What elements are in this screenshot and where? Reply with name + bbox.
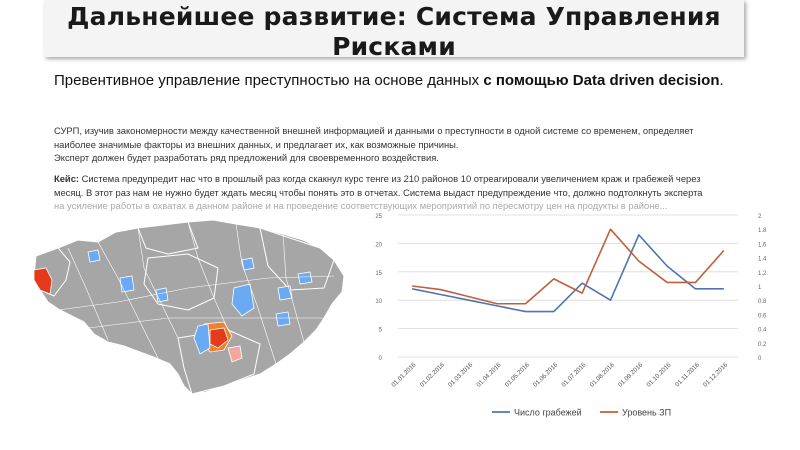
- line-chart: [360, 205, 780, 450]
- x-tick-label: 01.12.2016: [702, 361, 730, 389]
- y-left-tick-label: 20: [375, 242, 382, 249]
- legend-label: Уровень ЗП: [622, 407, 672, 418]
- legend-label: Число грабежей: [514, 407, 582, 418]
- map-region-blue-4: [156, 288, 168, 302]
- case-line-2: месяц. В этот раз нам не нужно будет ждать месяц чтобы понять это в отчетах. Система выдаст предупреждение что, должно подтолкнуть эксперта: [54, 186, 703, 198]
- y-right-tick-label: 0.2: [758, 341, 767, 348]
- body-line-1: СУРП, изучив закономерности между качественной внешней информацией и данными о преступности в одной системе со временем, определяет: [54, 125, 694, 136]
- map-region-blue-7: [88, 250, 100, 262]
- x-tick-label: 01.04.2016: [475, 361, 503, 389]
- page-title: [44, 2, 744, 62]
- body-line-3: Эксперт должен будет разработать ряд предложений для своевременного воздействия.: [54, 152, 439, 163]
- map-region-blue-6: [298, 272, 312, 284]
- body-text: [54, 124, 744, 165]
- map-region-blue-9: [278, 286, 292, 300]
- y-right-tick-label: 0.4: [758, 327, 767, 334]
- x-tick-label: 01.06.2016: [532, 361, 560, 389]
- x-tick-label: 01.01.2016: [390, 361, 418, 389]
- subtitle-bold: с помощью Data driven decision: [483, 72, 720, 89]
- series-line: [412, 229, 724, 304]
- y-right-tick-label: 1.6: [758, 242, 767, 249]
- y-right-tick-label: 1.4: [758, 256, 767, 263]
- y-right-tick-label: 1.8: [758, 228, 767, 235]
- x-tick-label: 01.05.2016: [503, 361, 531, 389]
- x-tick-label: 01.03.2016: [447, 361, 475, 389]
- y-right-tick-label: 1.2: [758, 270, 767, 277]
- x-tick-label: 01.08.2016: [588, 361, 616, 389]
- y-left-tick-label: 0: [378, 356, 382, 362]
- title-line-1: Дальнейшее развитие: Система Управления: [67, 2, 721, 31]
- y-left-tick-label: 5: [378, 327, 382, 334]
- x-axis-ticks: [390, 361, 729, 389]
- x-tick-label: 01.07.2016: [560, 361, 588, 389]
- body-line-2: наиболее значимые факторы из внешних данных, и предлагает их, как возможные причины.: [54, 138, 459, 150]
- x-tick-label: 01.09.2016: [617, 361, 645, 389]
- x-tick-label: 01.11.2016: [674, 361, 701, 389]
- y-right-tick-label: 0.6: [758, 313, 767, 320]
- y-left-tick-label: 15: [375, 270, 382, 277]
- subtitle: [54, 70, 754, 92]
- series-lines: [412, 229, 724, 311]
- y-right-tick-label: 2: [758, 214, 762, 220]
- y-left-tick-label: 25: [375, 214, 382, 220]
- y-right-tick-label: 0.8: [758, 299, 767, 306]
- map-region-blue-5: [276, 312, 290, 326]
- case-line-3: на усиление работы в охватах в данном районе и на проведение соответствующих мероприятий по пересмотру цен на продукты в районе...: [54, 200, 668, 211]
- subtitle-text: Превентивное управление преступностью на основе данных: [54, 72, 484, 89]
- y-axis-left-ticks: [375, 214, 382, 362]
- x-tick-label: 01.10.2016: [645, 361, 673, 389]
- district-map: [28, 218, 350, 398]
- title-line-2: Рисками: [332, 32, 456, 61]
- case-line-1: [54, 172, 744, 186]
- y-right-tick-label: 0: [758, 356, 762, 362]
- subtitle-end: .: [719, 72, 724, 89]
- map-region-blue-3: [120, 276, 134, 292]
- case-label: Кейс:: [54, 173, 80, 184]
- x-tick-label: 01.02.2016: [418, 361, 446, 389]
- chart-legend: [492, 408, 671, 418]
- y-right-tick-label: 1: [758, 285, 762, 291]
- y-left-tick-label: 10: [375, 299, 382, 306]
- case-text-1: Система предупредит нас что в прошлый раз когда скакнул курс тенге из 210 районов 10 отреагировали увеличением краж и грабежей через: [79, 173, 701, 184]
- y-axis-right-ticks: [758, 214, 767, 362]
